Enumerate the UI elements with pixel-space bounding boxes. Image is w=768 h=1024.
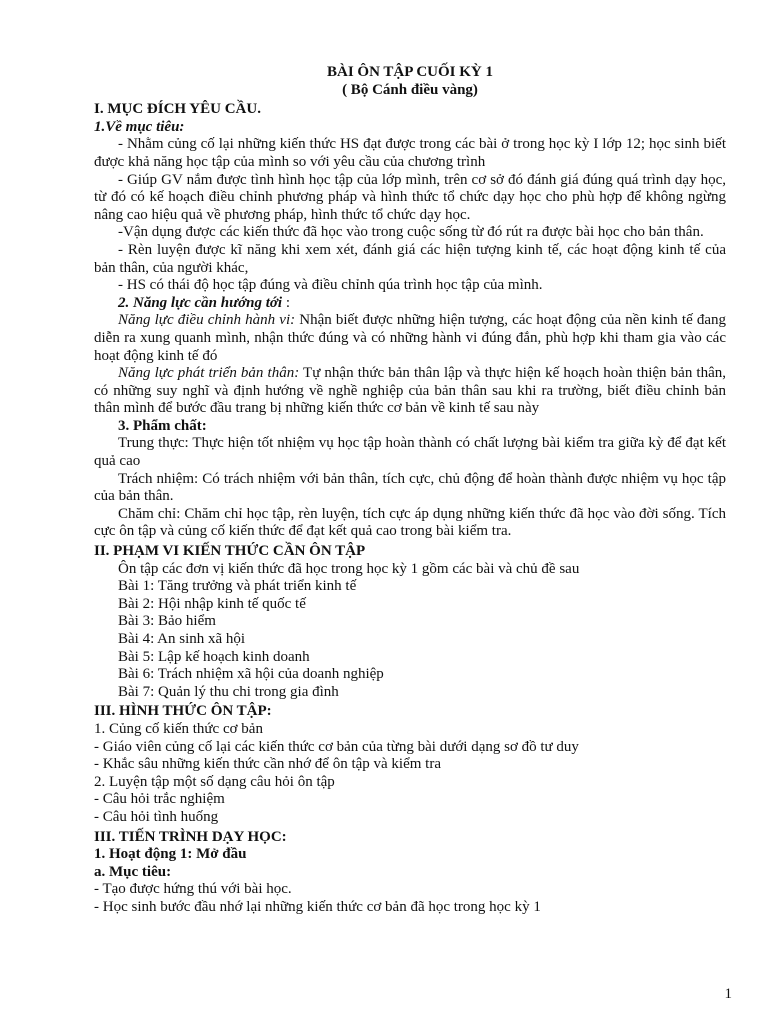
subheading-pham-chat: 3. Phẩm chất: xyxy=(118,417,207,434)
document-title: BÀI ÔN TẬP CUỐI KỲ 1 xyxy=(327,64,493,80)
list-item: Bài 1: Tăng trưởng và phát triển kinh tế xyxy=(118,578,357,595)
section-heading-3: III. HÌNH THỨC ÔN TẬP: xyxy=(94,703,272,720)
nang-luc-colon: : xyxy=(282,294,291,311)
list-item: - Giáo viên củng cố lại các kiến thức cơ bản của từng bài dưới dạng sơ đồ tư duy xyxy=(94,738,579,755)
paragraph: Trung thực: Thực hiện tốt nhiệm vụ học tập hoàn thành có chất lượng bài kiểm tra giữa kỳ để đạt kết quả cao xyxy=(94,435,726,470)
page-number: 1 xyxy=(724,986,732,1002)
list-item: - Câu hỏi tình huống xyxy=(94,808,219,825)
paragraph: -Vận dụng được các kiến thức đã học vào trong cuộc sống từ đó rút ra được bài học cho bản thân. xyxy=(118,224,704,241)
list-item: Bài 4: An sinh xã hội xyxy=(118,631,246,647)
paragraph xyxy=(94,365,726,418)
list-item: Bài 6: Trách nhiệm xã hội của doanh nghiệp xyxy=(118,666,384,683)
list-item: - Khắc sâu những kiến thức cần nhớ để ôn tập và kiểm tra xyxy=(94,756,441,773)
subheading-nang-luc xyxy=(94,295,726,313)
paragraph: Trách nhiệm: Có trách nhiệm với bản thân, tích cực, chủ động để hoàn thành được nhiệm vụ học tập của bản thân. xyxy=(94,470,726,505)
section-heading-4: III. TIẾN TRÌNH DẠY HỌC: xyxy=(94,828,287,845)
nang-luc-text: Nhận biết được những hiện tượng, các hoạt động của nền kinh tế đang diễn ra xung quanh mình, nhận thức đúng và có những hành vi đúng đắn, phù hợp khi tham gia vào các hoạt động kinh tế đó xyxy=(94,312,727,364)
paragraph: - HS có thái độ học tập đúng và điều chỉnh qúa trình học tập của mình. xyxy=(118,277,543,294)
section-heading-2: II. PHẠM VI KIẾN THỨC CẦN ÔN TẬP xyxy=(94,543,366,560)
list-item: - Tạo được hứng thú với bài học. xyxy=(94,881,292,898)
paragraph: Ôn tập các đơn vị kiến thức đã học trong học kỳ 1 gồm các bài và chủ đề sau xyxy=(118,560,580,577)
subheading-hoat-dong-1: 1. Hoạt động 1: Mở đầu xyxy=(94,846,247,863)
paragraph xyxy=(94,312,726,365)
list-item: - Học sinh bước đầu nhớ lại những kiến thức cơ bản đã học trong học kỳ 1 xyxy=(94,898,541,915)
nang-luc-label: Năng lực điều chỉnh hành vi: xyxy=(118,312,296,329)
document-page xyxy=(94,56,726,917)
subheading-muc-tieu-a: a. Mục tiêu: xyxy=(94,863,172,880)
nang-luc-heading: 2. Năng lực cần hướng tới xyxy=(118,294,283,311)
list-item: Bài 7: Quản lý thu chi trong gia đình xyxy=(118,683,339,700)
nang-luc-label: Năng lực phát triển bản thân: xyxy=(118,365,300,382)
list-item: Bài 2: Hội nhập kinh tế quốc tế xyxy=(118,595,306,612)
document-subtitle: ( Bộ Cánh điều vàng) xyxy=(342,81,478,98)
nang-luc-text: Tự nhận thức bản thân lập và thực hiện kế hoạch hoàn thiện bản thân, có những suy nghĩ và định hướng về nghề nghiệp của bản thân sau khi ra trường, biết điều chỉnh bản thân mình để bước đầu trang bị những kiến thức cơ bản về kinh tế sau này xyxy=(94,365,726,417)
subheading-muc-tieu: 1.Về mục tiêu: xyxy=(94,118,185,135)
list-item: Bài 3: Bảo hiểm xyxy=(118,613,216,630)
paragraph: - Rèn luyện được kĩ năng khi xem xét, đánh giá các hiện tượng kinh tế, các hoạt động kinh tế của bản thân, của người khác, xyxy=(94,241,726,276)
list-item: 2. Luyện tập một số dạng câu hỏi ôn tập xyxy=(94,773,335,790)
paragraph: - Nhằm củng cố lại những kiến thức HS đạt được trong các bài ở trong học kỳ I lớp 12; học sinh biết được khả năng học tập của mình so với yêu cầu của chương trình xyxy=(94,136,726,170)
list-item: 1. Củng cố kiến thức cơ bản xyxy=(94,720,263,737)
paragraph: Chăm chỉ: Chăm chỉ học tập, rèn luyện, tích cực áp dụng những kiến thức đã học vào đời sống. Tích cực ôn tập và củng cố kiến thức để đạt kết quả cao trong bài kiểm tra. xyxy=(94,505,726,540)
paragraph: - Giúp GV nắm được tình hình học tập của lớp mình, trên cơ sở đó đánh giá đúng quá trình dạy học, từ đó có kế hoạch điều chỉnh phương pháp và hình thức tổ chức dạy học cho phù hợp để không ngừng nâng cao hiệu quả về phương pháp, hình thức tổ chức dạy học. xyxy=(94,171,726,223)
section-heading-1: I. MỤC ĐÍCH YÊU CẦU. xyxy=(94,101,261,118)
list-item: - Câu hỏi trắc nghiệm xyxy=(94,791,225,808)
list-item: Bài 5: Lập kế hoạch kinh doanh xyxy=(118,648,310,665)
